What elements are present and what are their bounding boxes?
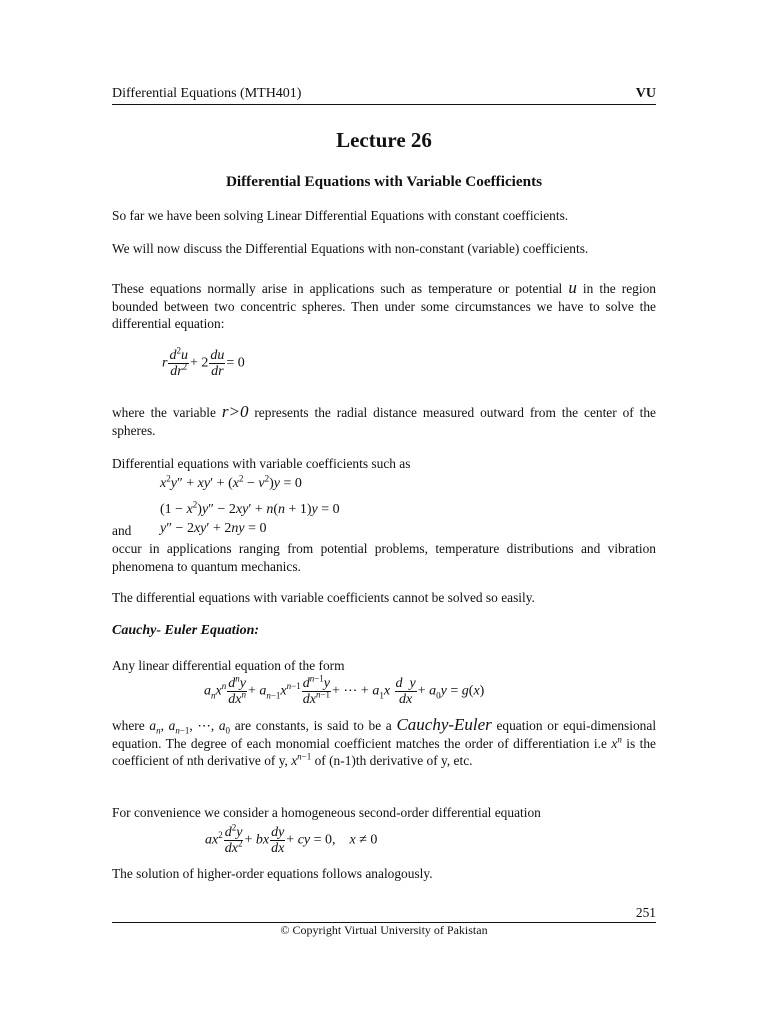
paragraph-4 bbox=[112, 403, 656, 439]
paragraph-9-text-d: is the coefficient of nth derivative of y, bbox=[112, 735, 656, 769]
paragraph-7: The differential equations with variable coefficients cannot be solved so easily. bbox=[112, 590, 535, 605]
page-header bbox=[112, 86, 656, 104]
copyright-notice: © Copyright Virtual University of Pakistan bbox=[280, 923, 488, 937]
course-title: Differential Equations (MTH401) bbox=[112, 86, 302, 101]
paragraph-9-text-b: are constants, is said to be a bbox=[230, 718, 397, 733]
institution-label: VU bbox=[635, 86, 656, 101]
variable-r: r>0 bbox=[221, 402, 249, 421]
lecture-subtitle: Differential Equations with Variable Coefficients bbox=[225, 173, 543, 190]
page-number: 251 bbox=[635, 905, 656, 920]
paragraph-5: Differential equations with variable coefficients such as bbox=[112, 456, 411, 471]
and-label: and bbox=[112, 523, 132, 538]
paragraph-1: So far we have been solving Linear Differential Equations with constant coefficients. bbox=[112, 208, 569, 223]
equation-hermite: y″ − 2xy′ + 2ny = 0 bbox=[160, 521, 267, 536]
paragraph-3 bbox=[112, 279, 656, 333]
equation-cauchy-euler-general: $a_nx^n$ $\frac{d^ny}{dx^n}$ + $a_{n-1}x^{n-1}$ $\frac{d^{n-1}y}{dx^{n-1}}$ + ⋯ + $a_1x$ $\frac{\text{d y}}{dx}$ + $a_0y = g(x)$ bbox=[204, 673, 485, 707]
paragraph-9: where $a_n$, $a_{n-1}$, ⋯, $a_0$ are constants, is said to be a Cauchy-Euler equation or equi-dimensional equation. The degree of each monomial coefficient matches the order of differentiation i.e $x^n$ is the coefficient of nth derivative of y, $x^{n-1}$ of (n-1)th derivative of y, etc. bbox=[112, 715, 657, 769]
variable-u: u bbox=[568, 278, 577, 297]
equation-legendre: $(1 - x^2)y'' - 2xy' + n(n + 1)y = 0$ bbox=[160, 499, 340, 517]
paragraph-4-text-a: where the variable bbox=[112, 405, 222, 420]
paragraph-4-text-b: represents the radial distance measured outward from the center of the spheres. bbox=[112, 405, 656, 438]
section-heading: Cauchy- Euler Equation: bbox=[112, 623, 260, 638]
lecture-title: Lecture 26 bbox=[336, 128, 432, 152]
paragraph-11: The solution of higher-order equations follows analogously. bbox=[112, 866, 433, 881]
paragraph-9-text-a: where bbox=[112, 718, 150, 733]
equation-second-order: $ax^2$ $\frac{d^2y}{dx^2}$ + bx $\frac{dy}{dx}$ + cy = 0, x ≠ 0 bbox=[205, 822, 378, 856]
paragraph-3-text-a: These equations normally arise in applications such as temperature or potential bbox=[112, 281, 569, 296]
paragraph-6: occur in applications ranging from potential problems, temperature distributions and vibration phenomena to quantum mechanics. bbox=[112, 541, 656, 574]
paragraph-3-text-b: in the region bounded between two concentric spheres. Then under some circumstances we have to solve the differential equation: bbox=[112, 281, 656, 332]
paragraph-10: For convenience we consider a homogeneous second-order differential equation bbox=[112, 805, 541, 820]
paragraph-9-text-c: equation or equi-dimensional equation. The degree of each monomial coefficient matches the order of differentiation i.e bbox=[112, 718, 657, 751]
equation-bessel: $x^2y'' + xy' + (x^2 - v^2)y = 0$ bbox=[160, 473, 302, 491]
paragraph-9-text-e: of (n-1)th derivative of y, etc. bbox=[311, 753, 473, 769]
paragraph-2: We will now discuss the Differential Equations with non-constant (variable) coefficients. bbox=[112, 241, 589, 256]
header-rule bbox=[112, 104, 656, 105]
cauchy-euler-term: Cauchy-Euler bbox=[396, 715, 492, 734]
paragraph-8: Any linear differential equation of the form bbox=[112, 658, 345, 673]
equation-radial: r $\frac{d^2u}{dr^2}$ + 2 $\frac{du}{dr}$ = 0 bbox=[162, 345, 245, 379]
